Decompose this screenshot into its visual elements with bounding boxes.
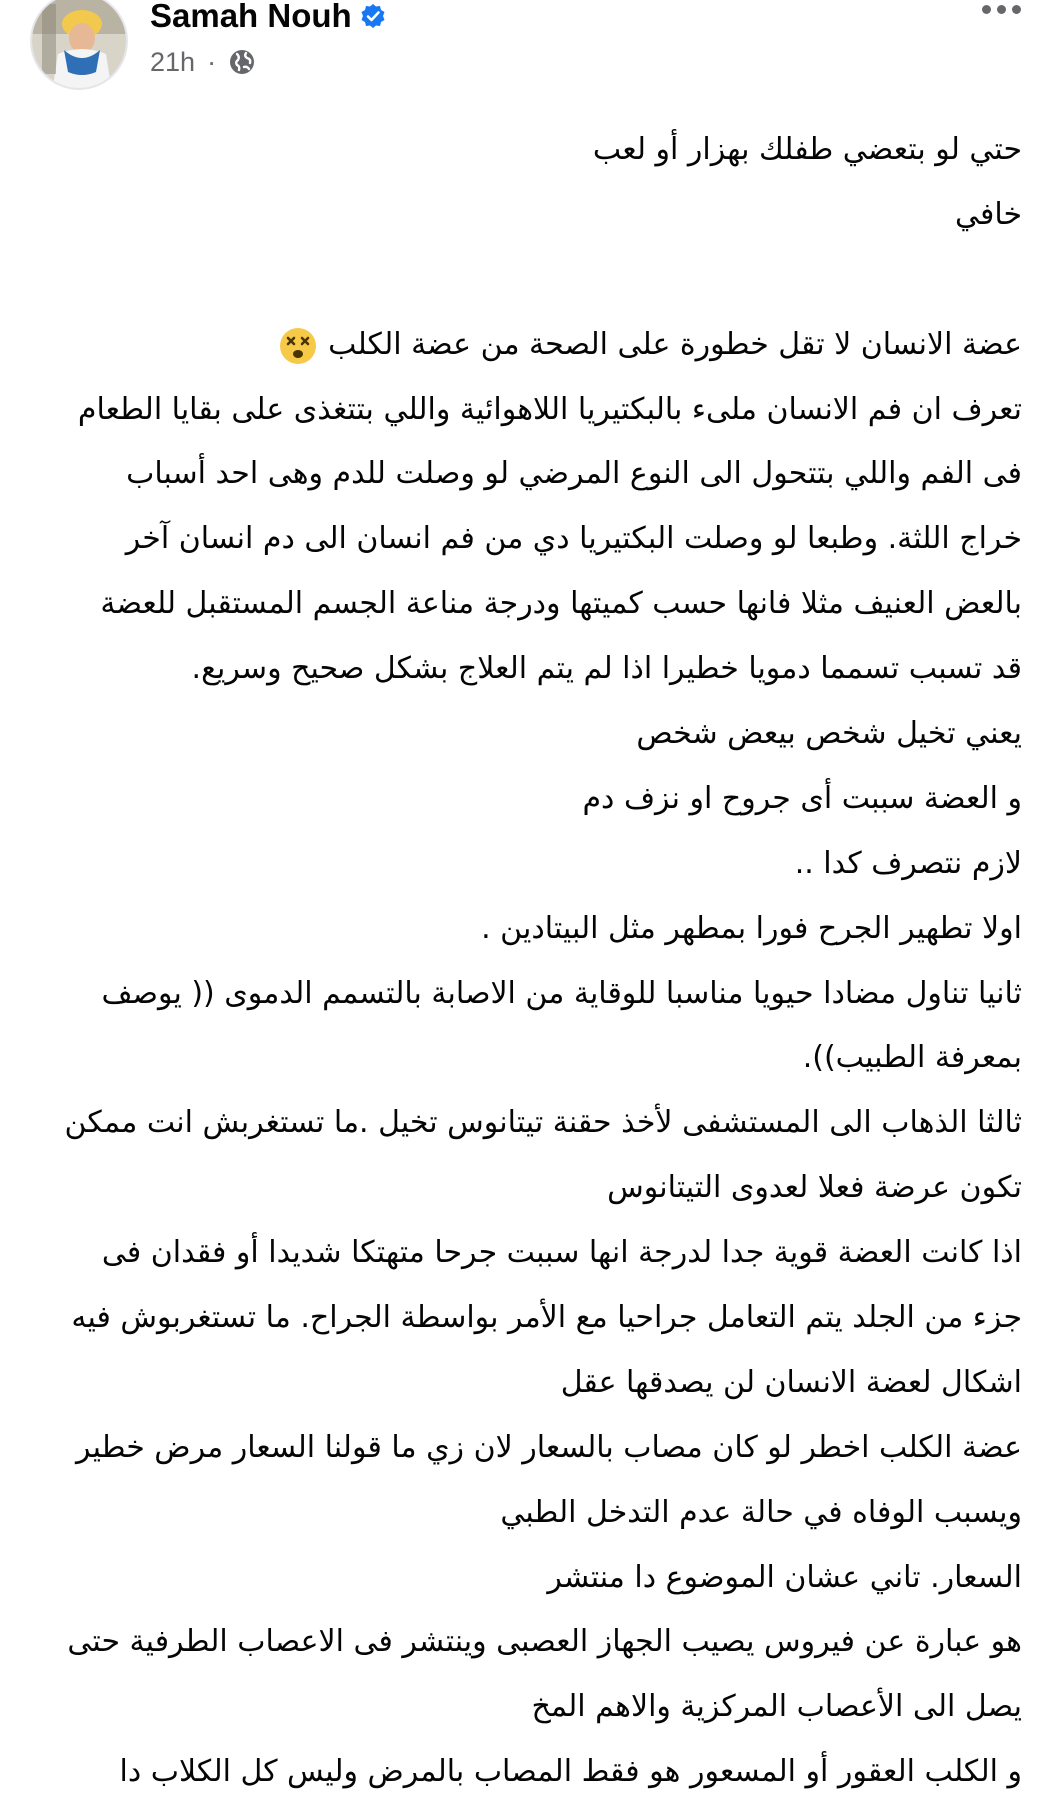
post-line: و العضة سببت أى جروح او نزف دم: [582, 780, 1022, 816]
avatar-photo: [32, 0, 128, 90]
post-line: قد تسبب تسمما دمويا خطيرا اذا لم يتم العلاج بشكل صحيح وسريع.: [191, 651, 1022, 687]
post-line: يعني تخيل شخص بيعض شخص: [636, 716, 1022, 752]
post-line: السعار. تاني عشان الموضوع دا منتشر: [547, 1559, 1022, 1595]
more-options-icon[interactable]: [971, 0, 1031, 24]
post-line: و الكلب العقور أو المسعور هو فقط المصاب بالمرض وليس كل الكلاب دا: [119, 1754, 1022, 1790]
post-header: [0, 0, 1053, 100]
verified-badge-icon: [360, 3, 386, 29]
post-line-with-emoji: [40, 313, 1022, 378]
author-avatar[interactable]: [30, 0, 128, 90]
post-line: ثانيا تناول مضادا حيويا مناسبا للوقاية من الاصابة بالتسمم الدموى (( يوصف: [101, 975, 1022, 1011]
post-line: خراج اللثة. وطبعا لو وصلت البكتيريا دي من فم انسان الى دم انسان آخر: [125, 521, 1022, 557]
author-name[interactable]: Samah Nouh: [150, 0, 352, 34]
post-line: يصل الى الأعصاب المركزية والاهم المخ: [531, 1689, 1022, 1725]
post-line: ويسبب الوفاه في حالة عدم التدخل الطبي: [500, 1494, 1022, 1530]
post-line: خافي: [954, 196, 1022, 232]
meta-separator: ·: [207, 46, 217, 77]
post-text: [40, 118, 1022, 1805]
post-line: اذا كانت العضة قوية جدا لدرجة انها سببت جرحا متهتكا شديدا أو فقدان فى: [101, 1235, 1022, 1271]
author-name-row: [150, 0, 386, 34]
post-timestamp[interactable]: 21h: [150, 46, 196, 77]
more-dot: [997, 5, 1006, 14]
post-line: بالعض العنيف مثلا فانها حسب كميتها ودرجة مناعة الجسم المستقبل للعضة: [100, 586, 1022, 622]
post-line: اشكال لعضة الانسان لن يصدقها عقل: [560, 1364, 1022, 1400]
post-line: اولا تطهير الجرح فورا بمطهر مثل البيتادين .: [481, 910, 1022, 946]
post-line: لازم نتصرف كدا ..: [794, 845, 1022, 881]
post-line: هو عبارة عن فيروس يصيب الجهاز العصبى وينتشر فى الاعصاب الطرفية حتى: [67, 1624, 1022, 1660]
post-line: تعرف ان فم الانسان ملىء بالبكتيريا اللاهوائية واللي بتتغذى على بقايا الطعام: [77, 391, 1022, 427]
post-line: ثالثا الذهاب الى المستشفى لأخذ حقنة تيتانوس تخيل .ما تستغربش انت ممكن: [64, 1105, 1022, 1141]
post-line: فى الفم واللي بتتحول الى النوع المرضي لو وصلت للدم وهى احد أسباب: [126, 456, 1022, 492]
post-line: بمعرفة الطبيب)).: [802, 1040, 1022, 1076]
post-line: جزء من الجلد يتم التعامل جراحيا مع الأمر بواسطة الجراح. ما تستغربوش فيه: [71, 1300, 1022, 1336]
post-meta: [150, 45, 256, 79]
more-dot: [982, 5, 991, 14]
post-line: حتي لو بتعضي طفلك بهزار أو لعب: [592, 132, 1022, 167]
dizzy-face-emoji: [278, 325, 318, 365]
post-line: عضة الكلب اخطر لو كان مصاب بالسعار لان زي ما قولنا السعار مرض خطير: [76, 1429, 1022, 1465]
post-line: تكون عرضة فعلا لعدوى التيتانوس: [607, 1170, 1022, 1206]
globe-icon[interactable]: [228, 48, 256, 76]
more-dot: [1012, 5, 1021, 14]
post-line-blank: [40, 248, 1022, 313]
post-line: عضة الانسان لا تقل خطورة على الصحة من عضة الكلب: [328, 326, 1022, 362]
